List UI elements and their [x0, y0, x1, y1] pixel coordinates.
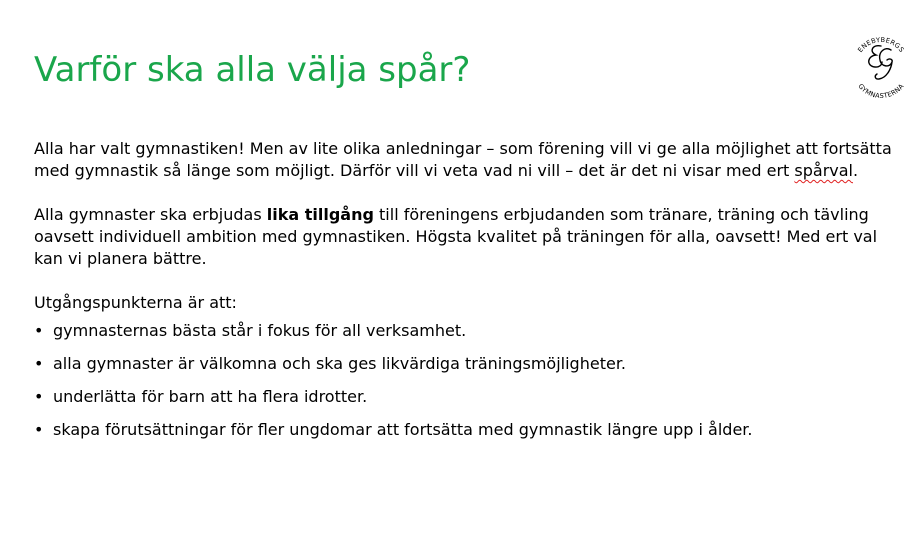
- list-item-text: skapa förutsättningar för fler ungdomar att fortsätta med gymnastik längre upp i ålder.: [53, 420, 753, 439]
- eg-club-logo-icon: [848, 26, 914, 98]
- bullet-icon: •: [34, 321, 44, 340]
- slide-body: [34, 138, 904, 452]
- bullet-icon: •: [34, 354, 44, 373]
- slide-title: Varför ska alla välja spår?: [34, 50, 471, 90]
- bullet-list: [34, 320, 904, 441]
- list-item-text: alla gymnaster är välkomna och ska ges likvärdiga träningsmöjligheter.: [53, 354, 627, 373]
- list-item-text: gymnasternas bästa står i fokus för all verksamhet.: [53, 321, 467, 340]
- logo-top-text: ENEBYBERGS: [856, 35, 906, 54]
- paragraph-equal-access: Alla gymnaster ska erbjudas lika tillgång till föreningens erbjudanden som tränare, träning och tävling oavsett individuell ambition med gymnastiken. Högsta kvalitet på träningen för alla, oavsett! Med ert val kan vi planera bättre.: [34, 205, 878, 268]
- paragraph-choice: Alla har valt gymnastiken! Men av lite olika anledningar – som förening vill vi ge alla möjlighet att fortsätta med gymnastik så länge som möjligt. Därför vill vi veta vad ni vill – det är det ni visar med ert spårval.: [34, 139, 892, 180]
- spellcheck-underlined-word: spårval: [794, 161, 853, 180]
- bold-phrase: lika tillgång: [266, 205, 374, 224]
- bullet-icon: •: [34, 420, 44, 439]
- list-item-text: underlätta för barn att ha flera idrotter.: [53, 387, 368, 406]
- list-intro: Utgångspunkterna är att:: [34, 293, 237, 312]
- list-item: [34, 419, 904, 441]
- bullet-icon: •: [34, 387, 44, 406]
- logo-monogram: [869, 46, 892, 79]
- list-item: [34, 353, 904, 375]
- list-item: [34, 320, 904, 342]
- list-item: [34, 386, 904, 408]
- logo-bottom-text: GYMNASTERNA: [856, 82, 906, 98]
